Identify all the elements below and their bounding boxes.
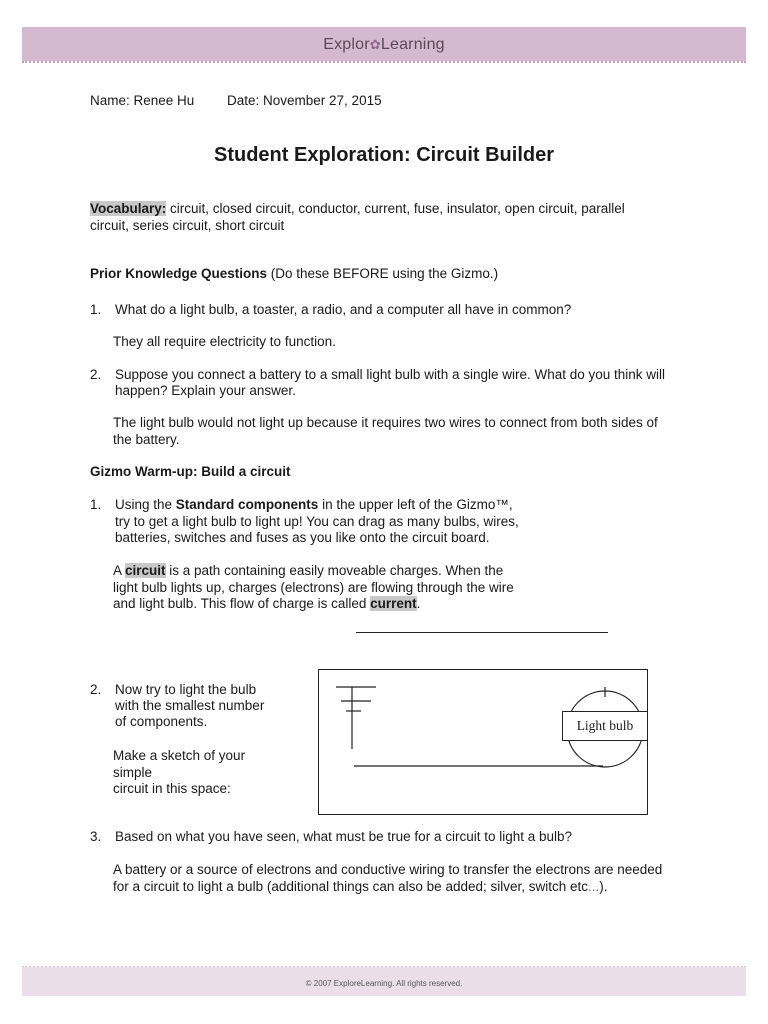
vocabulary-label: Vocabulary: (90, 201, 167, 216)
question-number: 2. (90, 682, 102, 697)
highlight-circuit: circuit (125, 563, 166, 578)
flower-icon: ✿ (369, 37, 381, 52)
highlight-current: current (370, 596, 417, 611)
circuit-sketch-box (318, 669, 648, 815)
warmup-question-2-line-3: of components. (115, 714, 208, 729)
prior-answer-1: They all require electricity to function. (113, 334, 336, 349)
warmup-question-2-line-2: with the smallest number (115, 698, 265, 713)
warmup-question-1-line-1: Using the Standard components in the upper left of the Gizmo™, (115, 497, 513, 512)
student-name: Name: Renee Hu (90, 93, 195, 108)
warmup-question-1-line-3: batteries, switches and fuses as you like onto the circuit board. (115, 530, 490, 545)
question-number: 2. (90, 367, 102, 382)
copyright-notice: © 2007 ExploreLearning. All rights reserved. (305, 979, 463, 988)
warmup-answer-3-line-2: for a circuit to light a bulb (additional things can also be added; silver, switch etc...). (113, 879, 608, 894)
circuit-definition-line-1: A circuit is a path containing easily moveable charges. When the (113, 563, 504, 578)
vocabulary-line-1: Vocabulary: circuit, closed circuit, conductor, current, fuse, insulator, open circuit, parallel (90, 201, 625, 216)
light-bulb-label: Light bulb (562, 711, 648, 741)
warmup-heading: Gizmo Warm-up: Build a circuit (90, 464, 291, 479)
sketch-prompt-line-3: circuit in this space: (113, 781, 231, 796)
explorelearning-logo: Explor✿Learning (323, 36, 445, 53)
circuit-definition-line-2: light bulb lights up, charges (electrons) are flowing through the wire (113, 580, 514, 595)
prior-answer-2-line-1: The light bulb would not light up because it requires two wires to connect from both sides of (113, 415, 658, 430)
sketch-prompt-line-1: Make a sketch of your (113, 748, 246, 763)
warmup-question-2-line-1: Now try to light the bulb (115, 682, 257, 697)
header-divider (22, 61, 746, 63)
question-number: 1. (90, 302, 102, 317)
circuit-definition-line-3: and light bulb. This flow of charge is called current. (113, 596, 421, 611)
question-number: 1. (90, 497, 102, 512)
prior-question-2-line-1: Suppose you connect a battery to a small light bulb with a single wire. What do you think will (115, 367, 666, 382)
circuit-sketch (318, 669, 648, 815)
prior-knowledge-heading: Prior Knowledge Questions (Do these BEFORE using the Gizmo.) (90, 266, 499, 281)
worksheet-date: Date: November 27, 2015 (227, 93, 382, 108)
answer-blank-line (356, 632, 608, 633)
question-number: 3. (90, 829, 102, 844)
prior-question-2-line-2: happen? Explain your answer. (115, 383, 296, 398)
sketch-prompt-line-2: simple (113, 765, 153, 780)
prior-answer-2-line-2: the battery. (113, 432, 180, 447)
prior-question-1: What do a light bulb, a toaster, a radio, and a computer all have in common? (115, 302, 572, 317)
warmup-question-1-line-2: try to get a light bulb to light up! You can drag as many bulbs, wires, (115, 514, 519, 529)
warmup-question-3: Based on what you have seen, what must be true for a circuit to light a bulb? (115, 829, 573, 844)
warmup-answer-3-line-1: A battery or a source of electrons and conductive wiring to transfer the electrons are needed (113, 862, 663, 877)
page-title: Student Exploration: Circuit Builder (213, 144, 554, 166)
vocabulary-line-2: circuit, series circuit, short circuit (90, 218, 285, 233)
